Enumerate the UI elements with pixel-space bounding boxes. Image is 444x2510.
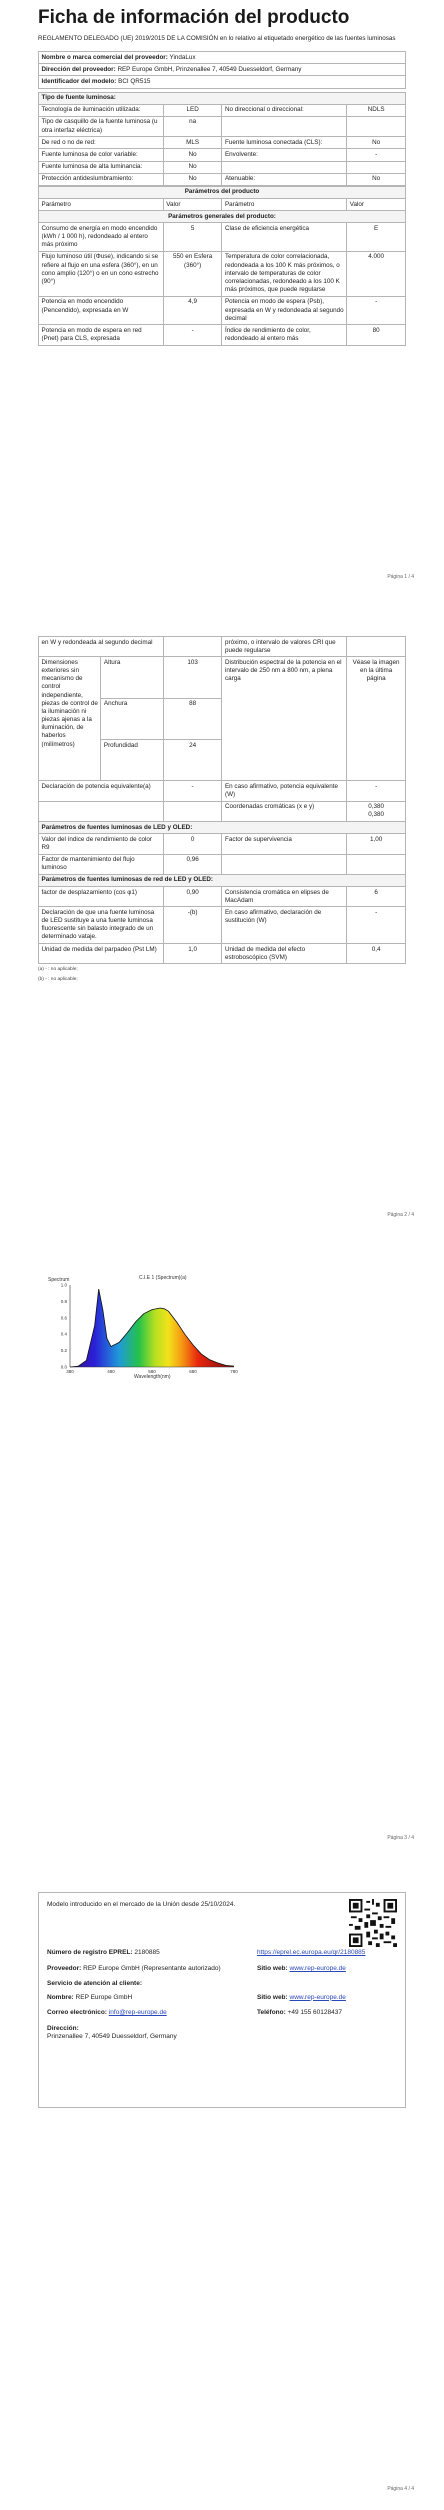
equiv2-value: - xyxy=(347,781,406,801)
y-tick-label: 0.4 xyxy=(60,1331,67,1337)
repl-value: -(b) xyxy=(163,907,222,944)
page-3 xyxy=(0,1255,444,1855)
svm-label: Unidad de medida del efecto estroboscópico (SVM) xyxy=(222,944,347,964)
eprel-value: 2180885 xyxy=(134,1949,160,1957)
address-label: Dirección del proveedor: xyxy=(41,65,116,73)
surv-label: Factor de supervivencia xyxy=(222,834,347,854)
y-tick-label: 0.6 xyxy=(60,1315,67,1321)
service-section: Servicio de atención al cliente: xyxy=(47,1980,143,1988)
address-row xyxy=(39,64,406,76)
page-1 xyxy=(0,0,444,600)
surv-value: 1,00 xyxy=(347,834,406,854)
empty-cell xyxy=(347,637,406,657)
flicker-label: Unidad de medida del parpadeo (Pst LM) xyxy=(39,944,164,964)
page-number: Página 4 / 4 xyxy=(387,2486,414,2492)
p7-label: Potencia en modo de espera en red (Pnet) para CLS, expresada xyxy=(39,325,164,345)
dim-value: No xyxy=(347,173,406,185)
tech-value: LED xyxy=(163,104,222,116)
coord-label: Coordenadas cromáticas (x e y) xyxy=(222,801,347,821)
p3-label: Flujo luminoso útil (Φuse), indicando si se refiere al flujo en una esfera (360°), en un cono amplio (120°) o en un cono estrecho (90°) xyxy=(39,251,164,296)
col-value: Valor xyxy=(347,199,406,211)
macadam-label: Consistencia cromática en elipses de MacAdam xyxy=(222,887,347,907)
equiv2-label: En caso afirmativo, potencia equivalente (W) xyxy=(222,781,347,801)
colour-label: Fuente luminosa de color variable: xyxy=(39,149,164,161)
web-label: Sitio web: xyxy=(257,1964,288,1972)
tech-label: Tecnología de iluminación utilizada: xyxy=(39,104,164,116)
p6-label: Potencia en modo de espera (Psb), expresada en W y redondeada al segundo decimal xyxy=(222,296,347,325)
empty-cell xyxy=(222,161,347,173)
brand-row xyxy=(39,52,406,64)
prof-label: Profundidad xyxy=(101,740,163,781)
doc-title: Ficha de información del producto xyxy=(38,7,350,28)
web2-link[interactable]: www.rep-europe.de xyxy=(289,1993,346,2001)
cap-value: na xyxy=(163,116,222,136)
empty-cell xyxy=(347,854,406,874)
params-section: Parámetros del producto xyxy=(39,186,406,198)
y-tick-label: 1.0 xyxy=(60,1282,67,1288)
web2-label: Sitio web: xyxy=(257,1993,288,2001)
tel-label: Teléfono: xyxy=(257,2009,286,2017)
x-tick-label: 780 xyxy=(230,1369,238,1374)
params-table xyxy=(38,186,406,346)
qr-code-icon xyxy=(349,1899,397,1947)
spectrum-chart xyxy=(44,1271,244,1381)
col-param: Parámetro xyxy=(39,199,164,211)
chart-xlabel: Wavelength(nm) xyxy=(134,1374,171,1380)
prof-value: 24 xyxy=(163,740,222,781)
p2-label: Clase de eficiencia energética xyxy=(222,223,347,252)
p5-value: 4,9 xyxy=(163,296,222,325)
repl2-label: En caso afirmativo, declaración de sustitución (W) xyxy=(222,907,347,944)
envelope-value: - xyxy=(347,149,406,161)
p6-value: - xyxy=(347,296,406,325)
empty-cell xyxy=(39,801,164,821)
alt-label: Altura xyxy=(101,657,163,698)
empty-cell xyxy=(163,801,222,821)
market-intro: Modelo introducido en el mercado de la Unión desde 25/10/2024. xyxy=(47,1901,236,1908)
r9-label: Valor del índice de rendimiento de color R9 xyxy=(39,834,164,854)
empty-cell xyxy=(347,116,406,136)
supplier-table xyxy=(38,51,406,89)
glare-value: No xyxy=(163,173,222,185)
p3-value: 550 en Esfera (360°) xyxy=(163,251,222,296)
col-value: Valor xyxy=(163,199,222,211)
y-tick-label: 0.8 xyxy=(60,1298,67,1304)
model-row xyxy=(39,76,406,88)
p1-value: 5 xyxy=(163,223,222,252)
anch-label: Anchura xyxy=(101,698,163,739)
tel-value: +49 155 60128437 xyxy=(287,2009,342,2017)
note-a: (a) - : no aplicable; xyxy=(38,967,78,973)
macadam-value: 6 xyxy=(347,887,406,907)
x-tick-label: 680 xyxy=(189,1369,197,1374)
envelope-label: Envolvente: xyxy=(222,149,347,161)
empty-cell xyxy=(347,161,406,173)
cls-value: No xyxy=(347,137,406,149)
brand-value: YindaLux xyxy=(169,53,196,61)
maint-value: 0,96 xyxy=(163,854,222,874)
x-tick-label: 480 xyxy=(107,1369,115,1374)
chart-ylabel: Spectrum xyxy=(48,1277,70,1283)
cont-label-1: en W y redondeada al segundo decimal xyxy=(39,637,164,657)
phi-value: 0,90 xyxy=(163,887,222,907)
eprel-label: Número de registro EPREL: xyxy=(47,1949,133,1957)
dim-label: Atenuable: xyxy=(222,173,347,185)
provider-label: Proveedor: xyxy=(47,1964,82,1972)
flicker-value: 1,0 xyxy=(163,944,222,964)
page-2 xyxy=(0,630,444,1230)
hl-value: No xyxy=(163,161,222,173)
nondir-value: NDLS xyxy=(347,104,406,116)
x-tick-label: 580 xyxy=(148,1369,156,1374)
model-value: BCI QR515 xyxy=(118,77,151,85)
x-tick-label: 380 xyxy=(66,1369,74,1374)
col-param: Parámetro xyxy=(222,199,347,211)
mains-value: MLS xyxy=(163,137,222,149)
page-number: Página 3 / 4 xyxy=(387,1835,414,1841)
params-table-cont xyxy=(38,636,406,964)
spectrum-area xyxy=(70,1289,234,1367)
anch-value: 88 xyxy=(163,698,222,739)
page-number: Página 1 / 4 xyxy=(387,574,414,580)
brand-label: Nombre o marca comercial del proveedor: xyxy=(41,53,168,61)
type-table xyxy=(38,92,406,186)
cls-label: Fuente luminosa conectada (CLS): xyxy=(222,137,347,149)
empty-cell xyxy=(222,854,347,874)
p8-label: Índice de rendimiento de color, redondeado al entero más xyxy=(222,325,347,345)
hl-label: Fuente luminosa de alta luminancia: xyxy=(39,161,164,173)
p1-label: Consumo de energía en modo encendido (kWh / 1 000 h), redondeado al entero más próximo xyxy=(39,223,164,252)
eprel-link[interactable]: https://eprel.ec.europa.eu/qr/2180885 xyxy=(257,1949,366,1957)
contact-card xyxy=(38,1892,406,2108)
svm-value: 0,4 xyxy=(347,944,406,964)
spec-label: Distribución espectral de la potencia en el intervalo de 250 nm a 800 nm, a plena carga xyxy=(222,657,347,781)
regulation-text: REGLAMENTO DELEGADO (UE) 2019/2015 DE LA COMISIÓN en lo relativo al etiquetado energético de las fuentes luminosas xyxy=(38,34,396,42)
name-label: Nombre: xyxy=(47,1993,74,2001)
repl2-value: - xyxy=(347,907,406,944)
colour-value: No xyxy=(163,149,222,161)
equiv-value: - xyxy=(163,781,222,801)
mail-label: Correo electrónico: xyxy=(47,2009,107,2017)
web-link[interactable]: www.rep-europe.de xyxy=(289,1964,346,1972)
p5-label: Potencia en modo encendido (Pencendido), expresada en W xyxy=(39,296,164,325)
type-section: Tipo de fuente luminosa: xyxy=(39,92,406,104)
y-tick-label: 0.2 xyxy=(60,1348,67,1354)
glare-label: Protección antideslumbramiento: xyxy=(39,173,164,185)
coord-values xyxy=(347,801,406,821)
repl-label: Declaración de que una fuente luminosa de LED sustituye a una fuente luminosa fluorescente sin balasto integrado de un determinado vataje. xyxy=(39,907,164,944)
general-section: Parámetros generales del producto: xyxy=(39,211,406,223)
empty-cell xyxy=(222,116,347,136)
mail-link[interactable]: info@rep-europe.de xyxy=(108,2009,167,2017)
provider-value: REP Europe GmbH (Representante autorizado) xyxy=(83,1964,221,1972)
cont-label-2: próximo, o intervalo de valores CRI que puede regularse xyxy=(222,637,347,657)
p4-value: 4.000 xyxy=(347,251,406,296)
coord-y: 0,380 xyxy=(368,811,384,819)
note-b: (b) - : no aplicable; xyxy=(38,976,78,982)
phi-label: factor de desplazamiento (cos φ1) xyxy=(39,887,164,907)
spec-value: Véase la imagen en la última página xyxy=(347,657,406,781)
page-4 xyxy=(0,1882,444,2510)
model-label: Identificador del modelo: xyxy=(41,77,117,85)
led-section: Parámetros de fuentes luminosas de LED y OLED: xyxy=(39,822,406,834)
mains-label: De red o no de red: xyxy=(39,137,164,149)
p8-value: 80 xyxy=(347,325,406,345)
dims-label: Dimensiones exteriores sin mecanismo de control independiente, piezas de control de la iluminación ni piezas ajenas a la iluminación, de haberlos (milímetros) xyxy=(39,657,101,781)
chart-legend: C.I.E 1 (Spectrum)(a) xyxy=(139,1275,187,1281)
p7-value: - xyxy=(163,325,222,345)
p2-value: E xyxy=(347,223,406,252)
dir-value: Prinzenallee 7, 40549 Duesseldorf, Germany xyxy=(47,2033,177,2041)
dir-label: Dirección: xyxy=(47,2024,79,2032)
empty-cell xyxy=(163,637,222,657)
y-tick-label: 0.0 xyxy=(60,1364,67,1370)
cap-label: Tipo de casquillo de la fuente luminosa (u otra interfaz eléctrica) xyxy=(39,116,164,136)
coord-x: 0,380 xyxy=(368,803,384,811)
nondir-label: No direccional o direccional: xyxy=(222,104,347,116)
address-value: REP Europe GmbH, Prinzenallee 7, 40549 Duesseldorf, Germany xyxy=(117,65,302,73)
page-number: Página 2 / 4 xyxy=(387,1212,414,1218)
name-value: REP Europe GmbH xyxy=(75,1993,133,2001)
equiv-label: Declaración de potencia equivalente(a) xyxy=(39,781,164,801)
mains-section: Parámetros de fuentes luminosas de red de LED y OLED: xyxy=(39,874,406,886)
r9-value: 0 xyxy=(163,834,222,854)
maint-label: Factor de mantenimiento del flujo luminoso xyxy=(39,854,164,874)
alt-value: 103 xyxy=(163,657,222,698)
y-ticks xyxy=(61,1283,68,1370)
p4-label: Temperatura de color correlacionada, redondeada a los 100 K más próximos, o intervalo de temperaturas de color correlacionadas, redondeado a los 100 K más próximos, que puede regularse xyxy=(222,251,347,296)
